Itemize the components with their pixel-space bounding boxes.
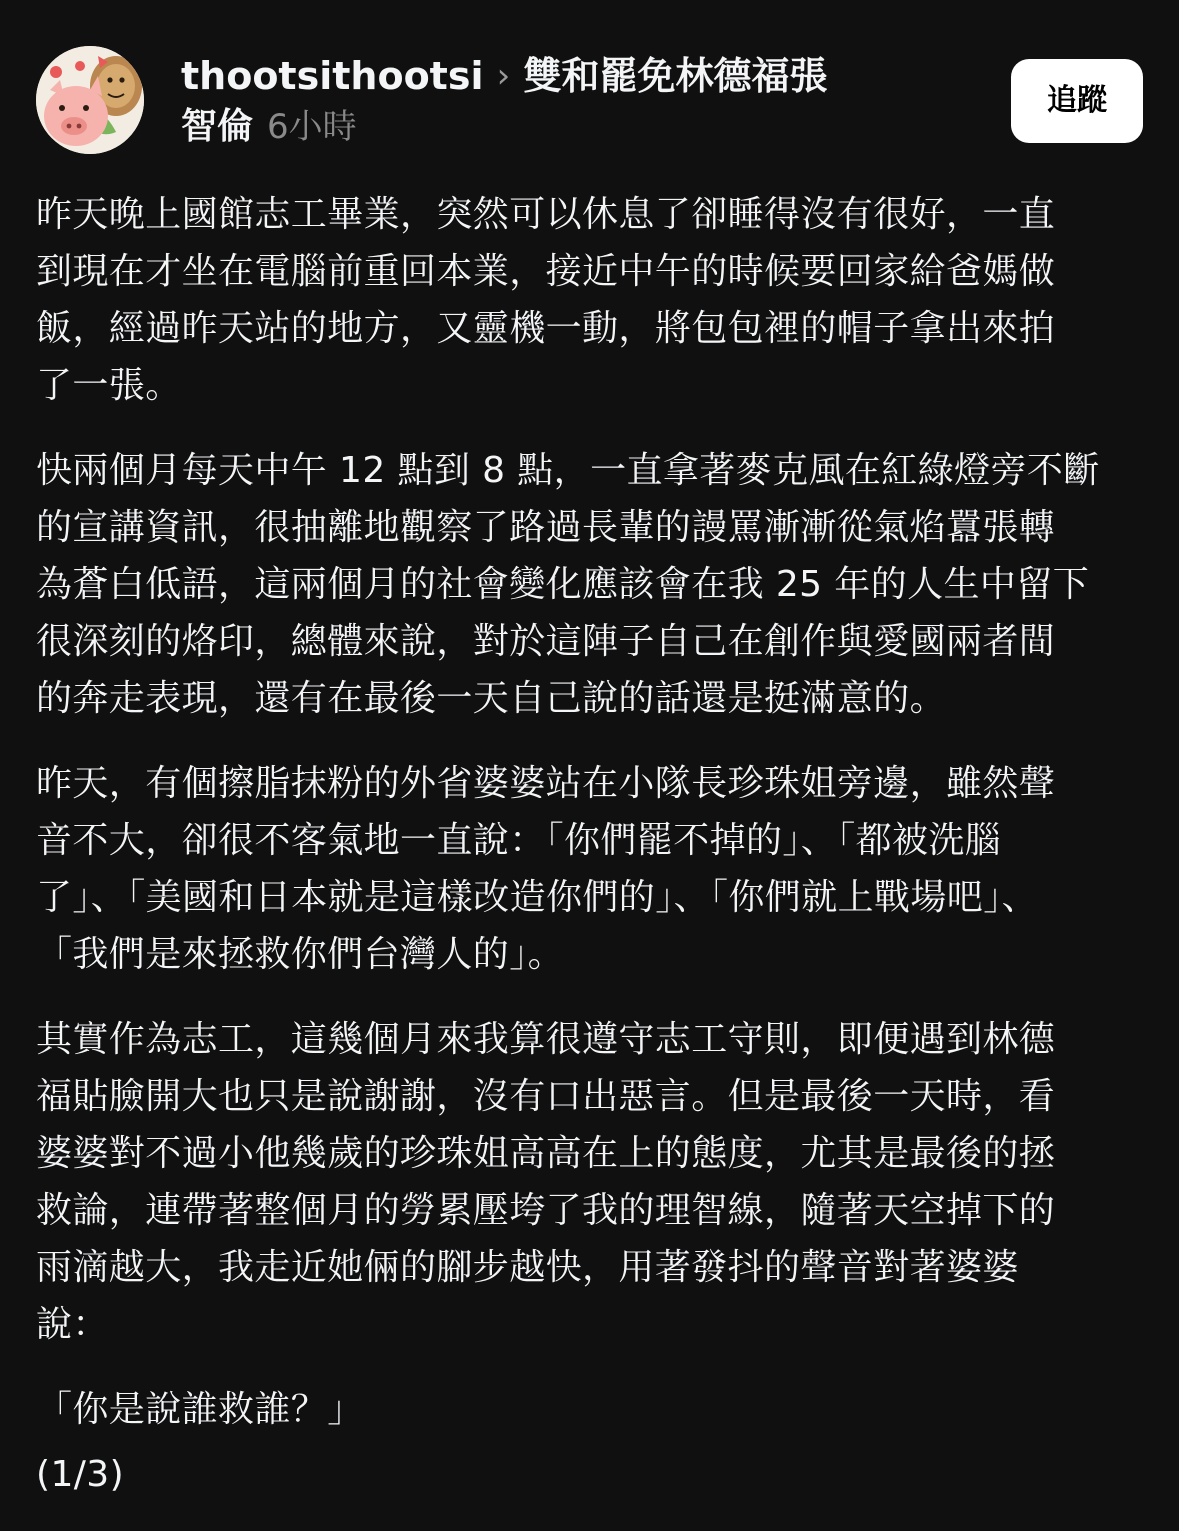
cartoon-pig-avatar-icon: [36, 46, 144, 154]
post-meta: [181, 50, 828, 152]
text-line: 雨滴越大，我走近她倆的腳步越快，用著發抖的聲音對著婆婆: [36, 1247, 1019, 1288]
text-line: 很深刻的烙印，總體來說，對於這陣子自己在創作與愛國兩者間: [36, 621, 1056, 662]
post-body: [36, 186, 1146, 1531]
text-line: 為蒼白低語，這兩個月的社會變化應該會在我 25 年的人生中留下: [36, 564, 1090, 605]
text-line: 救論，連帶著整個月的勞累壓垮了我的理智線，隨著天空掉下的: [36, 1190, 1056, 1231]
text-line: 音不大，卻很不客氣地一直說：「你們罷不掉的」、「都被洗腦: [36, 820, 1002, 861]
username[interactable]: thootsithootsi: [181, 54, 484, 98]
paragraph: [36, 442, 1146, 727]
post-header: [0, 0, 1179, 170]
paragraph: [36, 1011, 1146, 1353]
text-line: 昨天，有個擦脂抹粉的外省婆婆站在小隊長珍珠姐旁邊，雖然聲: [36, 763, 1056, 804]
text-line: 快兩個月每天中午 12 點到 8 點，一直拿著麥克風在紅綠燈旁不斷: [36, 450, 1100, 491]
text-line: 到現在才坐在電腦前重回本業，接近中午的時候要回家給爸媽做: [36, 251, 1056, 292]
author-line-2: [181, 102, 821, 152]
page-indicator: [36, 1446, 1146, 1503]
paragraph: [36, 1381, 1146, 1438]
text-line: 飯，經過昨天站的地方，又靈機一動，將包包裡的帽子拿出來拍: [36, 308, 1056, 349]
paragraph: [36, 755, 1146, 983]
text-line: 了一張。: [36, 365, 182, 406]
text-line: 其實作為志工，這幾個月來我算很遵守志工守則，即便遇到林德: [36, 1019, 1056, 1060]
text-line: 「你是說誰救誰？」: [36, 1389, 364, 1430]
avatar[interactable]: [36, 46, 144, 154]
author-line: [181, 50, 828, 102]
community-name[interactable]: 雙和罷免林德福張: [523, 54, 828, 98]
follow-button[interactable]: 追蹤: [1011, 59, 1143, 143]
text-line: 的奔走表現，還有在最後一天自己說的話還是挺滿意的。: [36, 678, 947, 719]
text-line: (1/3): [36, 1454, 125, 1495]
text-line: 說：: [36, 1304, 109, 1345]
post-time: 6小時: [267, 107, 357, 147]
text-line: 的宣講資訊，很抽離地觀察了路過長輩的謾罵漸漸從氣焰囂張轉: [36, 507, 1056, 548]
text-line: 「我們是來拯救你們台灣人的」。: [36, 934, 565, 975]
community-name-continued[interactable]: 智倫: [181, 106, 254, 147]
text-line: 了」、「美國和日本就是這樣改造你們的」、「你們就上戰場吧」、: [36, 877, 1039, 918]
text-line: 昨天晚上國館志工畢業，突然可以休息了卻睡得沒有很好，一直: [36, 194, 1056, 235]
chevron-right-icon: ›: [496, 56, 511, 96]
text-line: 福貼臉開大也只是說謝謝，沒有口出惡言。但是最後一天時，看: [36, 1076, 1056, 1117]
text-line: 婆婆對不過小他幾歲的珍珠姐高高在上的態度，尤其是最後的拯: [36, 1133, 1056, 1174]
paragraph: [36, 186, 1146, 414]
